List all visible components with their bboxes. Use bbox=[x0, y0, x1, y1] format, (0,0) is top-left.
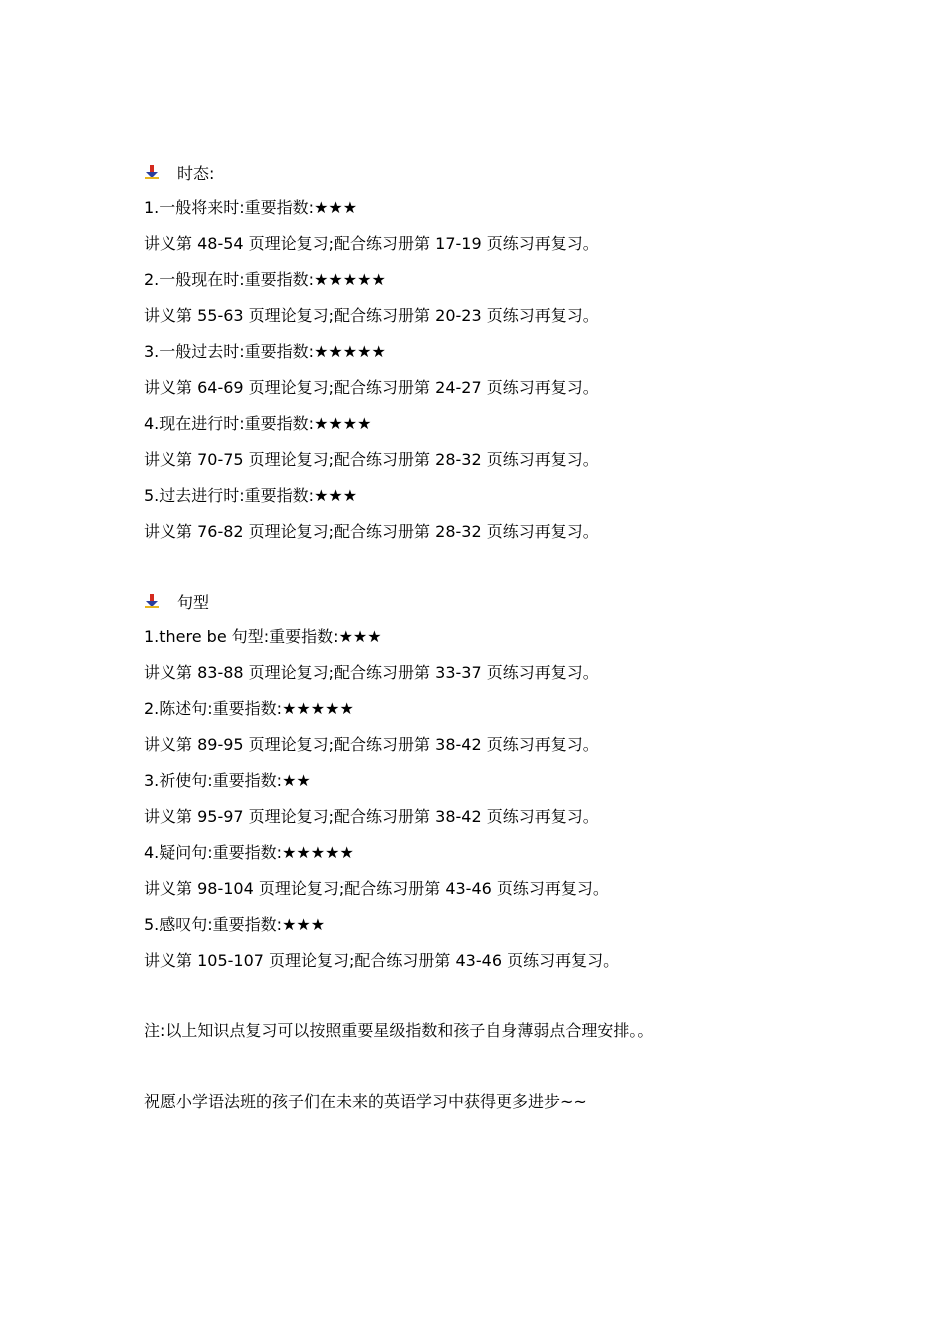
item-label: 4.疑问句:重要指数: bbox=[144, 843, 283, 862]
list-item-title bbox=[144, 334, 864, 370]
list-item-detail: 讲义第 95-97 页理论复习;配合练习册第 38-42 页练习再复习。 bbox=[144, 807, 599, 826]
item-label: 2.一般现在时:重要指数: bbox=[144, 270, 315, 289]
star-rating: ★★★★★ bbox=[282, 843, 354, 862]
section-heading-text: 时态: bbox=[177, 163, 215, 183]
arrow-down-icon bbox=[144, 593, 160, 609]
list-item-title bbox=[144, 406, 864, 442]
star-rating: ★★★★★ bbox=[282, 699, 354, 718]
list-item-title bbox=[144, 835, 864, 871]
item-label: 1.there be 句型:重要指数: bbox=[144, 627, 339, 646]
item-label: 3.一般过去时:重要指数: bbox=[144, 342, 315, 361]
list-item-detail: 讲义第 48-54 页理论复习;配合练习册第 17-19 页练习再复习。 bbox=[144, 234, 599, 253]
item-label: 5.过去进行时:重要指数: bbox=[144, 486, 315, 505]
section-tenses bbox=[144, 154, 864, 550]
star-rating: ★★★ bbox=[282, 915, 326, 934]
list-item-detail: 讲义第 55-63 页理论复习;配合练习册第 20-23 页练习再复习。 bbox=[144, 306, 599, 325]
star-rating: ★★★★★ bbox=[314, 342, 386, 361]
item-label: 1.一般将来时:重要指数: bbox=[144, 198, 315, 217]
section-heading bbox=[144, 154, 864, 190]
list-item-title bbox=[144, 619, 864, 655]
star-rating: ★★★★★ bbox=[314, 270, 386, 289]
item-label: 3.祈使句:重要指数: bbox=[144, 771, 283, 790]
star-rating: ★★★★ bbox=[314, 414, 372, 433]
item-label: 2.陈述句:重要指数: bbox=[144, 699, 283, 718]
item-label: 4.现在进行时:重要指数: bbox=[144, 414, 315, 433]
list-item-title bbox=[144, 262, 864, 298]
star-rating: ★★★ bbox=[314, 486, 358, 505]
star-rating: ★★★ bbox=[314, 198, 358, 217]
list-item-title bbox=[144, 478, 864, 514]
list-item-title bbox=[144, 907, 864, 943]
list-item-detail: 讲义第 105-107 页理论复习;配合练习册第 43-46 页练习再复习。 bbox=[144, 951, 620, 970]
section-heading-text: 句型 bbox=[177, 592, 210, 612]
star-rating: ★★ bbox=[282, 771, 311, 790]
list-item-detail: 讲义第 89-95 页理论复习;配合练习册第 38-42 页练习再复习。 bbox=[144, 735, 599, 754]
list-item-detail: 讲义第 98-104 页理论复习;配合练习册第 43-46 页练习再复习。 bbox=[144, 879, 609, 898]
list-item-title bbox=[144, 763, 864, 799]
list-item-detail: 讲义第 76-82 页理论复习;配合练习册第 28-32 页练习再复习。 bbox=[144, 522, 599, 541]
note-text: 注:以上知识点复习可以按照重要星级指数和孩子自身薄弱点合理安排。。 bbox=[144, 1021, 654, 1040]
closing-text: 祝愿小学语法班的孩子们在未来的英语学习中获得更多进步~~ bbox=[144, 1092, 587, 1111]
star-rating: ★★★ bbox=[338, 627, 382, 646]
list-item-detail: 讲义第 64-69 页理论复习;配合练习册第 24-27 页练习再复习。 bbox=[144, 378, 599, 397]
list-item-detail: 讲义第 83-88 页理论复习;配合练习册第 33-37 页练习再复习。 bbox=[144, 663, 599, 682]
section-heading bbox=[144, 583, 864, 619]
list-item-title bbox=[144, 190, 864, 226]
list-item-title bbox=[144, 691, 864, 727]
item-label: 5.感叹句:重要指数: bbox=[144, 915, 283, 934]
list-item-detail: 讲义第 70-75 页理论复习;配合练习册第 28-32 页练习再复习。 bbox=[144, 450, 599, 469]
arrow-down-icon bbox=[144, 164, 160, 180]
section-sentence-patterns bbox=[144, 583, 864, 979]
